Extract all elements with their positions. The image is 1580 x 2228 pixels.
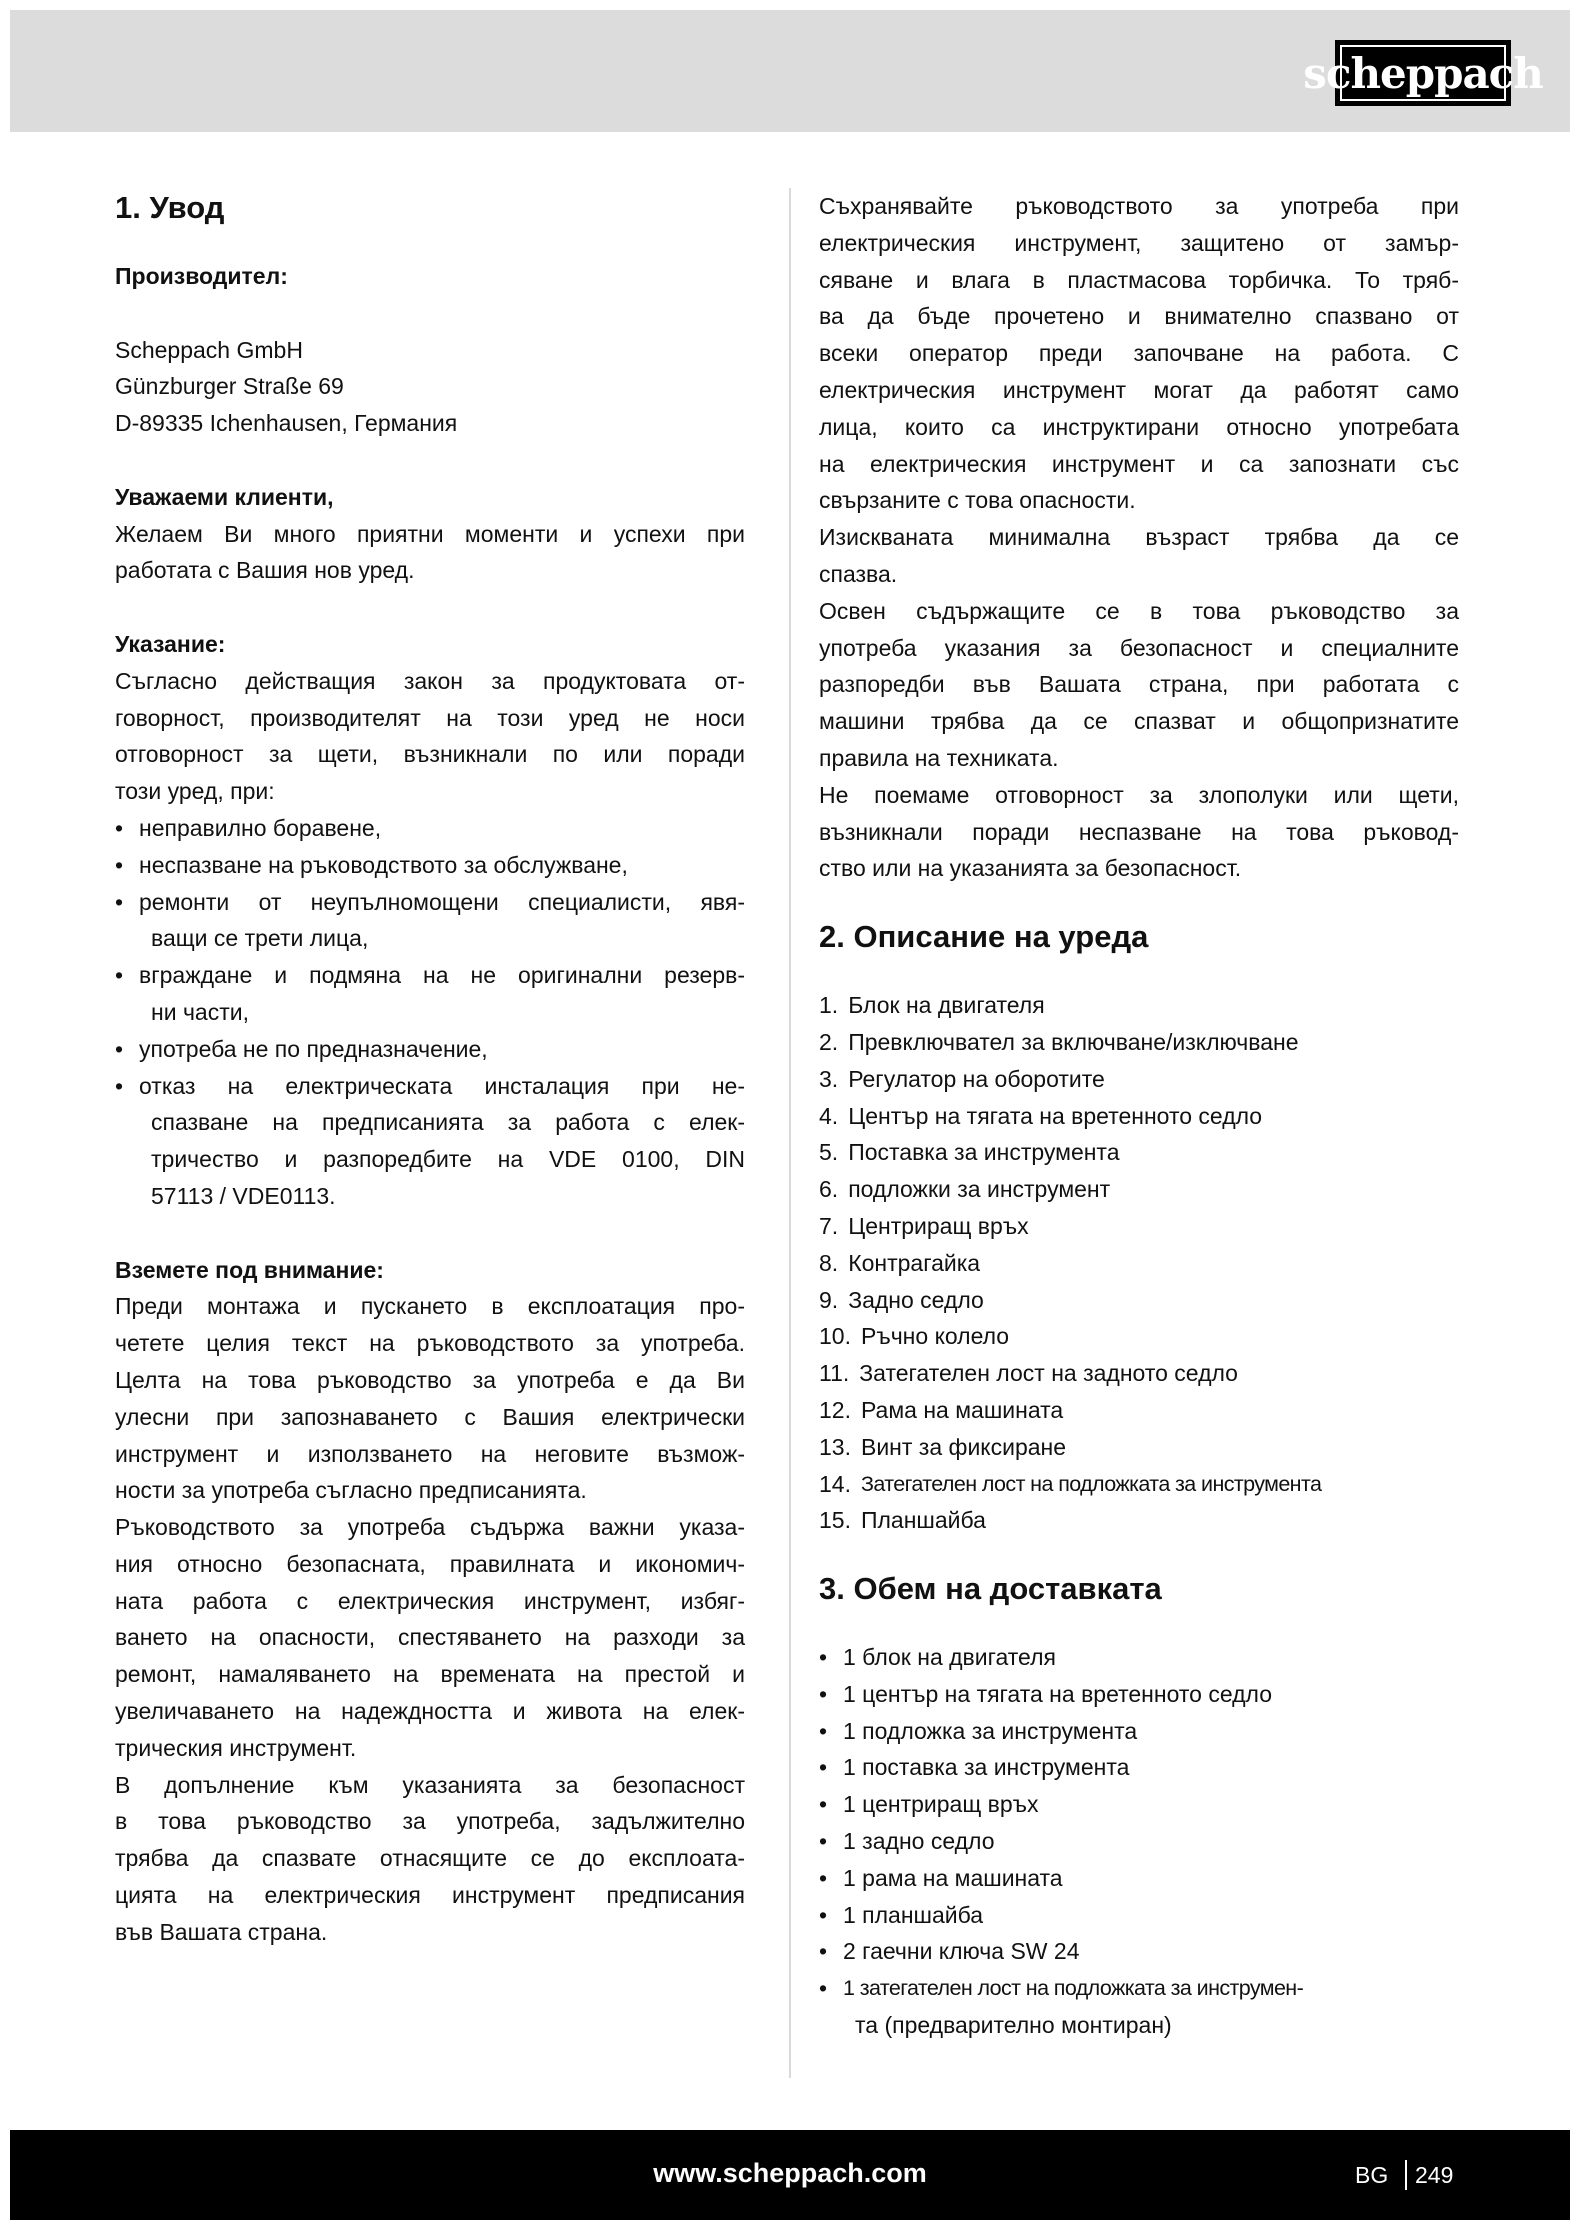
paragraph-line: във Вашата страна. — [115, 1918, 328, 1945]
paragraph-line: ремонт, намаляването на времената на престой и — [115, 1661, 745, 1688]
list-item — [115, 884, 745, 958]
list-item — [819, 1245, 1459, 1282]
paragraph-line: свързаните с това опасности. — [819, 487, 1136, 514]
attention-heading: Вземете под внимание: — [115, 1256, 384, 1283]
item-text: Затегателен лост на задното седло — [859, 1360, 1238, 1387]
footer-language-code: BG — [1355, 2162, 1389, 2188]
list-item-text: 1 център на тягата на вретенното седло — [843, 1680, 1272, 1707]
manufacturer-name: Scheppach GmbH — [115, 336, 303, 363]
item-number: 4. — [819, 1102, 839, 1129]
paragraph-line: лица, които са инструктирани относно употребата — [819, 413, 1459, 440]
list-item-text: спазване на предписанията за работа с елек- — [151, 1109, 745, 1136]
paragraph-line: увеличаването на надеждността и живота на елек- — [115, 1698, 745, 1725]
paragraph-line: Целта на това ръководство за употреба е да Ви — [115, 1366, 745, 1393]
item-text: Центриращ връх — [848, 1212, 1029, 1239]
footer-bar — [10, 2130, 1570, 2220]
item-number: 2. — [819, 1028, 839, 1055]
paragraph-line: Желаем Ви много приятни моменти и успехи при — [115, 520, 745, 547]
list-item-text: 2 гаечни ключа SW 24 — [843, 1938, 1080, 1965]
item-text: подложки за инструмент — [848, 1176, 1111, 1203]
list-item — [819, 1713, 1459, 1750]
paragraph-line: електрическия инструмент, защитено от замър- — [819, 229, 1459, 256]
paragraph-line: Преди монтажа и пускането в експлоатация про- — [115, 1293, 745, 1320]
item-number: 13. — [819, 1433, 851, 1460]
item-text: Затегателен лост на подложката за инструмента — [860, 1471, 1322, 1496]
list-item — [819, 1823, 1459, 1860]
bullet-icon: • — [115, 888, 124, 915]
footer-page-number: 249 — [1415, 2162, 1454, 2188]
list-item — [819, 1502, 1459, 1539]
list-item — [819, 1282, 1459, 1319]
list-item — [819, 1897, 1459, 1934]
item-text: Регулатор на оборотите — [848, 1065, 1105, 1092]
list-item — [819, 1639, 1459, 1676]
item-number: 9. — [819, 1286, 839, 1313]
paragraph-line: Съгласно действащия закон за продуктовата от- — [115, 667, 745, 694]
paragraph-line: спазва. — [819, 560, 898, 587]
bullet-icon: • — [819, 1644, 828, 1671]
manufacturer-street: Günzburger Straße 69 — [115, 373, 344, 400]
paragraph-line: инструмент и използването на неговите възмож- — [115, 1440, 745, 1467]
list-item — [819, 1749, 1459, 1786]
paragraph-line: Съхранявайте ръководството за употреба при — [819, 193, 1459, 219]
right-column — [819, 188, 1459, 2044]
paragraph-line: Не поемаме отговорност за злополуки или щети, — [819, 781, 1459, 808]
item-text: Винт за фиксиране — [860, 1433, 1067, 1460]
list-item — [115, 1068, 745, 1215]
paragraph-line: употреба указания за безопасност и специалните — [819, 634, 1459, 661]
paragraph-line: ния относно безопасната, правилната и икономич- — [115, 1550, 745, 1577]
bullet-icon: • — [115, 1035, 124, 1062]
manufacturer-city: D-89335 Ichenhausen, Германия — [115, 410, 458, 437]
item-number: 10. — [819, 1323, 851, 1350]
bullet-icon: • — [115, 1072, 124, 1099]
item-text: Ръчно колело — [860, 1323, 1010, 1350]
list-item — [819, 987, 1459, 1024]
left-column — [115, 188, 745, 1951]
item-number: 11. — [819, 1360, 850, 1387]
item-number: 8. — [819, 1249, 839, 1276]
list-item-text: вграждане и подмяна на не оригинални резерв- — [139, 962, 745, 989]
paragraph-line: ство или на указанията за безопасност. — [819, 855, 1242, 882]
list-item-text: неправилно боравене, — [139, 814, 382, 841]
paragraph-line: в това ръководство за употреба, задължително — [115, 1808, 745, 1835]
list-item — [819, 1392, 1459, 1429]
list-item-text: неспазване на ръководството за обслужване, — [139, 851, 628, 878]
paragraph-line: на електрическия инструмент и са запознати със — [819, 450, 1459, 477]
list-item-text: 1 подложка за инструмента — [843, 1717, 1138, 1744]
manufacturer-heading: Производител: — [115, 263, 288, 289]
bullet-icon: • — [819, 1828, 828, 1855]
list-item — [115, 957, 745, 1031]
item-number: 3. — [819, 1065, 839, 1092]
item-text: Блок на двигателя — [848, 992, 1045, 1019]
customers-heading: Уважаеми клиенти, — [115, 483, 334, 510]
list-item-text: тричество и разпоредбите на VDE 0100, DIN — [151, 1146, 745, 1173]
paragraph-line: ването на опасности, спестяването на разходи за — [115, 1624, 745, 1651]
paragraph-line: ва да бъде прочетено и внимателно спазвано от — [819, 303, 1459, 330]
item-text: Поставка за инструмента — [848, 1139, 1120, 1166]
list-item — [819, 1171, 1459, 1208]
footer-website-link[interactable]: www.scheppach.com — [653, 2158, 927, 2188]
item-text: Контрагайка — [848, 1249, 981, 1276]
item-text: Задно седло — [848, 1286, 984, 1313]
footer-separator — [1405, 2160, 1407, 2190]
list-item-text: 1 рама на машината — [843, 1864, 1063, 1891]
list-item — [819, 1355, 1459, 1392]
list-item — [819, 1970, 1459, 2044]
paragraph-line: всеки оператор преди започване на работа. С — [819, 340, 1459, 367]
paragraph-line: трябва да спазвате отнасящите се до експлоата- — [115, 1845, 745, 1872]
paragraph-line: Освен съдържащите се в това ръководство за — [819, 597, 1459, 624]
paragraph-line: цията на електрическия инструмент предписания — [115, 1882, 745, 1909]
paragraph-line: възникнали поради неспазване на това ръковод- — [819, 818, 1459, 845]
bullet-icon: • — [819, 1975, 828, 2002]
item-text: Планшайба — [860, 1507, 986, 1534]
list-item-text: 1 центриращ връх — [843, 1791, 1039, 1818]
list-item-text: та (предварително монтиран) — [855, 2012, 1172, 2039]
paragraph-line: трическия инструмент. — [115, 1734, 357, 1761]
paragraph-line: електрическия инструмент могат да работят само — [819, 376, 1459, 403]
bullet-icon: • — [819, 1791, 828, 1818]
bullet-icon: • — [115, 851, 124, 878]
paragraph-line: Изискваната минимална възраст трябва да се — [819, 524, 1459, 551]
list-item — [819, 1061, 1459, 1098]
list-item — [819, 1098, 1459, 1135]
paragraph-line: В допълнение към указанията за безопасност — [115, 1771, 745, 1798]
section-2-title: 2. Описание на уреда — [819, 919, 1149, 955]
paragraph-line: машини трябва да се спазват и общопризнатите — [819, 708, 1459, 735]
item-number: 7. — [819, 1212, 839, 1239]
list-item-text: 1 поставка за инструмента — [843, 1754, 1130, 1781]
list-item — [819, 1208, 1459, 1245]
item-text: Център на тягата на вретенното седло — [848, 1102, 1263, 1129]
list-item — [819, 1676, 1459, 1713]
paragraph-line: отговорност за щети, възникнали по или поради — [115, 741, 745, 768]
bullet-icon: • — [115, 962, 124, 989]
item-number: 14. — [819, 1470, 851, 1497]
list-item-text: ващи се трети лица, — [151, 925, 369, 952]
section-1-title: 1. Увод — [115, 190, 225, 225]
list-item-text: отказ на електрическата инсталация при не- — [139, 1072, 745, 1099]
paragraph-line: ности за употреба съгласно предписанията. — [115, 1477, 587, 1504]
section-3-title: 3. Обем на доставката — [819, 1571, 1162, 1607]
list-item — [819, 1318, 1459, 1355]
list-item-text: 1 задно седло — [843, 1828, 995, 1855]
item-number: 15. — [819, 1507, 851, 1534]
list-item-text: 1 планшайба — [843, 1901, 984, 1928]
item-text: Рама на машината — [860, 1396, 1064, 1423]
list-item — [819, 1933, 1459, 1970]
column-divider — [789, 188, 791, 2078]
scheppach-logo: scheppach — [1335, 40, 1511, 106]
list-item — [819, 1466, 1459, 1503]
bullet-icon: • — [819, 1864, 828, 1891]
paragraph-line: работата с Вашия нов уред. — [115, 557, 415, 584]
paragraph-line: Ръководството за употреба съдържа важни указа- — [115, 1514, 745, 1541]
item-number: 6. — [819, 1176, 839, 1203]
bullet-icon: • — [819, 1680, 828, 1707]
paragraph-line: правила на техниката. — [819, 744, 1059, 771]
list-item — [115, 847, 745, 884]
list-item-text: ни части, — [151, 998, 249, 1025]
list-item — [819, 1429, 1459, 1466]
item-number: 1. — [819, 992, 839, 1019]
paragraph-line: сяване и влага в пластмасова торбичка. То тряб- — [819, 266, 1459, 293]
bullet-icon: • — [819, 1717, 828, 1744]
list-item — [819, 1024, 1459, 1061]
item-number: 12. — [819, 1396, 851, 1423]
item-number: 5. — [819, 1139, 839, 1166]
bullet-icon: • — [819, 1901, 828, 1928]
list-item — [819, 1134, 1459, 1171]
list-item — [115, 810, 745, 847]
paragraph-line: този уред, при: — [115, 778, 275, 805]
list-item — [819, 1786, 1459, 1823]
note-heading: Указание: — [115, 630, 226, 657]
bullet-icon: • — [819, 1754, 828, 1781]
paragraph-line: разпоредби във Вашата страна, при работата с — [819, 671, 1459, 698]
list-item-text: ремонти от неупълномощени специалисти, явя- — [139, 888, 745, 915]
list-item-text: употреба не по предназначение, — [139, 1035, 488, 1062]
bullet-icon: • — [115, 814, 124, 841]
list-item — [115, 1031, 745, 1068]
paragraph-line: говорност, производителят на този уред не носи — [115, 704, 745, 731]
paragraph-line: ната работа с електрическия инструмент, избяг- — [115, 1587, 745, 1614]
paragraph-line: четете целия текст на ръководството за употреба. — [115, 1330, 745, 1357]
bullet-icon: • — [819, 1938, 828, 1965]
list-item — [819, 1860, 1459, 1897]
paragraph-line: улесни при запознаването с Вашия електрически — [115, 1403, 745, 1430]
list-item-text: 1 затегателен лост на подложката за инструмен- — [843, 1976, 1304, 2001]
list-item-text: 57113 / VDE0113. — [151, 1182, 336, 1209]
item-text: Превключвател за включване/изключване — [848, 1028, 1299, 1055]
list-item-text: 1 блок на двигателя — [843, 1644, 1056, 1671]
